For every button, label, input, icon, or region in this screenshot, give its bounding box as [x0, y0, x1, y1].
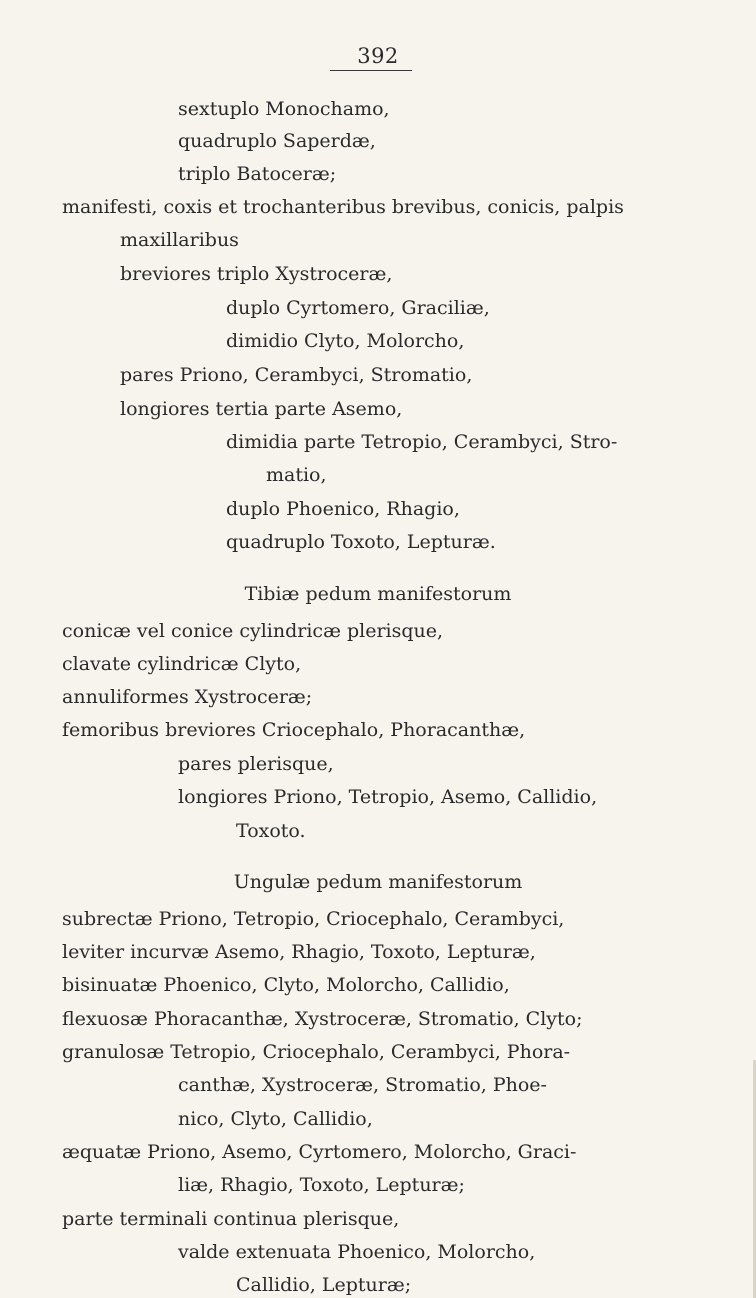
text-line: triplo Batoceræ;	[178, 163, 337, 185]
text-line: pares Priono, Cerambyci, Stromatio,	[120, 364, 473, 386]
text-line: bisinuatæ Phoenico, Clyto, Molorcho, Callidio,	[62, 974, 510, 996]
text-line: granulosæ Tetropio, Criocephalo, Cerambyci, Phora-	[62, 1041, 571, 1063]
text-line: leviter incurvæ Asemo, Rhagio, Toxoto, Lepturæ,	[62, 941, 536, 963]
text-line: clavate cylindricæ Clyto,	[62, 653, 302, 675]
text-line: annuliformes Xystroceræ;	[62, 686, 313, 708]
page-number-rule	[330, 70, 412, 71]
page-number: 392	[357, 44, 399, 68]
text-line: manifesti, coxis et trochanteribus brevibus, conicis, palpis	[62, 196, 624, 218]
text-line: breviores triplo Xystroceræ,	[120, 263, 393, 285]
text-line: æquatæ Priono, Asemo, Cyrtomero, Molorcho, Graci-	[62, 1141, 577, 1163]
text-line: Toxoto.	[236, 820, 306, 842]
text-line: flexuosæ Phoracanthæ, Xystroceræ, Stromatio, Clyto;	[62, 1008, 583, 1030]
text-line: matio,	[266, 464, 327, 486]
text-line: nico, Clyto, Callidio,	[178, 1108, 373, 1130]
text-line: canthæ, Xystroceræ, Stromatio, Phoe-	[178, 1074, 547, 1096]
text-line: dimidia parte Tetropio, Cerambyci, Stro-	[226, 431, 618, 453]
text-line: parte terminali continua plerisque,	[62, 1208, 400, 1230]
text-line: pares plerisque,	[178, 753, 334, 775]
text-line: subrectæ Priono, Tetropio, Criocephalo, Cerambyci,	[62, 908, 565, 930]
text-line: quadruplo Toxoto, Lepturæ.	[226, 531, 496, 553]
text-line: maxillaribus	[120, 229, 239, 251]
text-line: quadruplo Saperdæ,	[178, 130, 376, 152]
text-line: sextuplo Monochamo,	[178, 98, 390, 120]
text-line: longiores tertia parte Asemo,	[120, 398, 403, 420]
text-line: longiores Priono, Tetropio, Asemo, Callidio,	[178, 786, 598, 808]
text-line: liæ, Rhagio, Toxoto, Lepturæ;	[178, 1174, 465, 1196]
text-line: femoribus breviores Criocephalo, Phoracanthæ,	[62, 719, 526, 741]
text-line: Callidio, Lepturæ;	[236, 1274, 412, 1296]
text-line: duplo Cyrtomero, Graciliæ,	[226, 297, 490, 319]
section-heading-ungulae: Ungulæ pedum manifestorum	[233, 871, 523, 893]
text-line: dimidio Clyto, Molorcho,	[226, 330, 465, 352]
section-heading-tibiae: Tibiæ pedum manifestorum	[244, 583, 512, 605]
text-line: conicæ vel conice cylindricæ plerisque,	[62, 620, 444, 642]
text-line: duplo Phoenico, Rhagio,	[226, 498, 460, 520]
text-line: valde extenuata Phoenico, Molorcho,	[178, 1241, 536, 1263]
